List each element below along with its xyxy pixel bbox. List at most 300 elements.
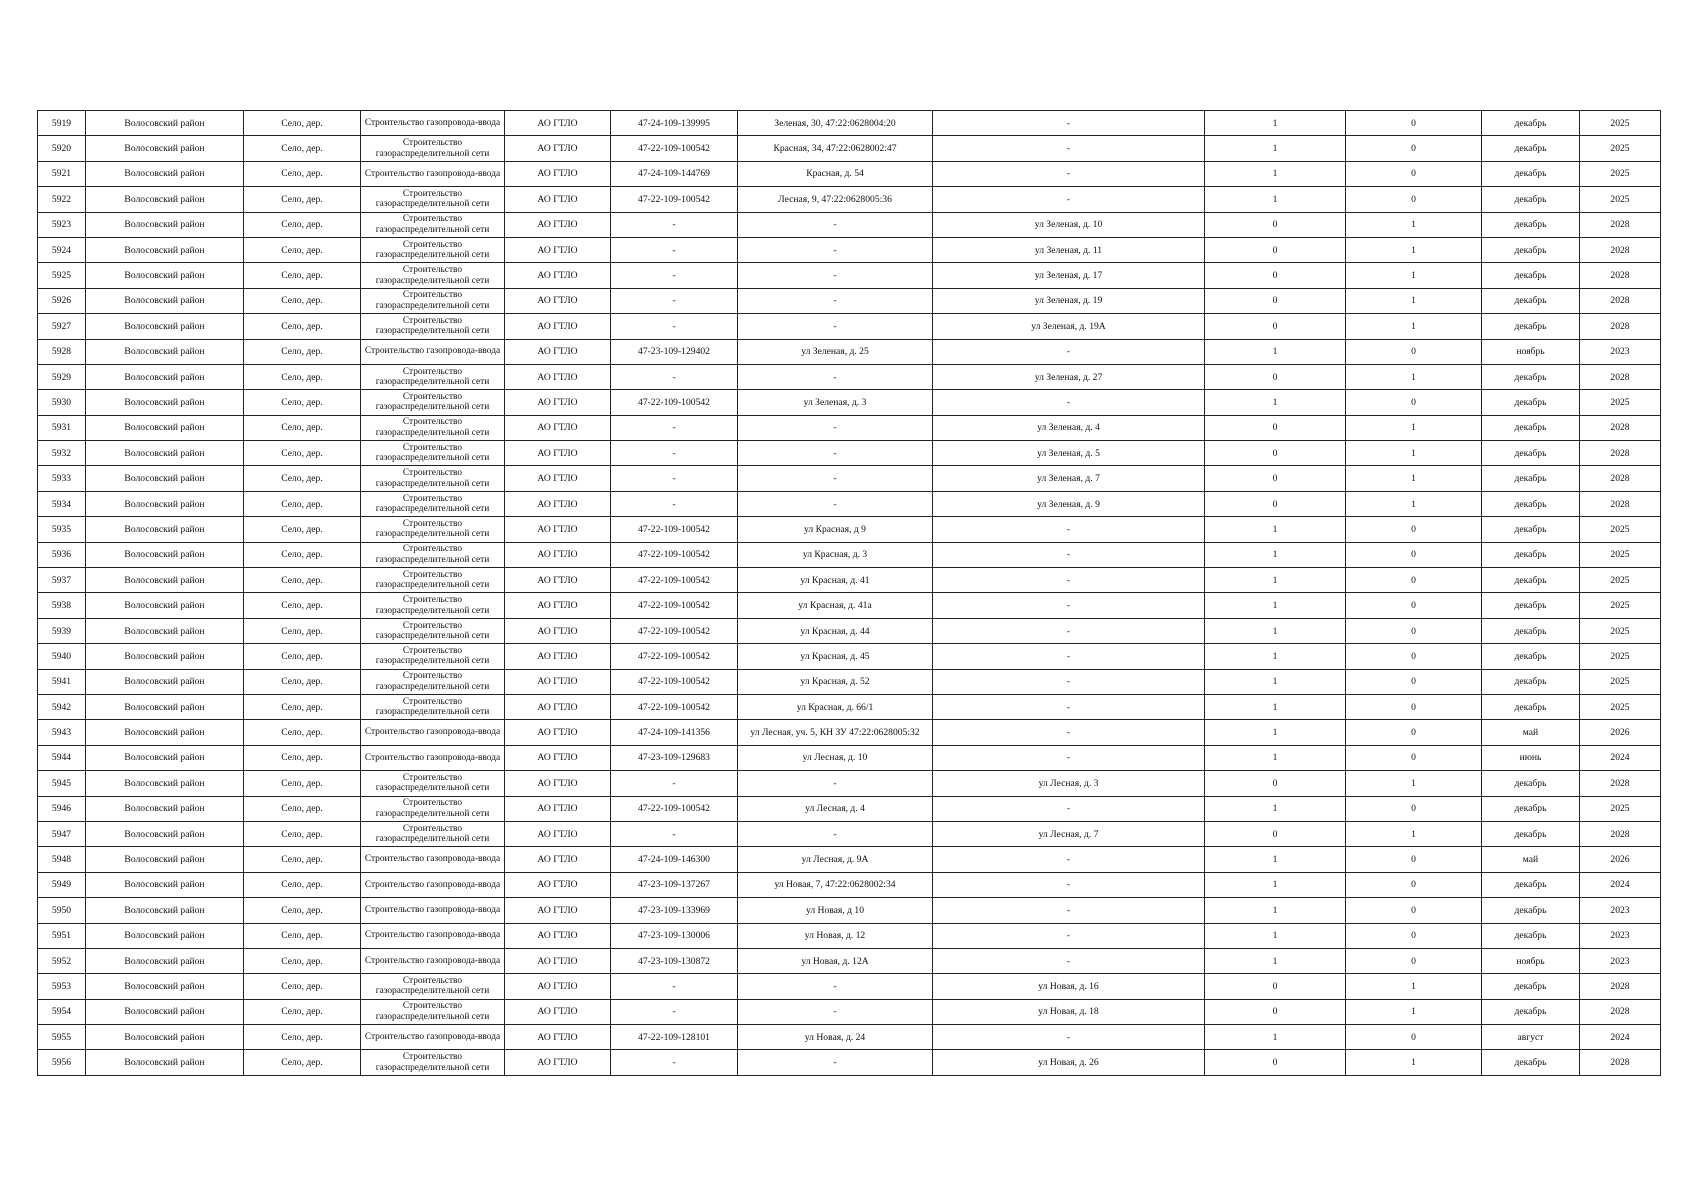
cell-planned-count: 0	[1346, 593, 1482, 618]
cell-settlement-type: Село, дер.	[244, 288, 361, 313]
cell-year: 2026	[1580, 847, 1661, 872]
cell-connected-count: 1	[1205, 745, 1346, 770]
cell-year: 2025	[1580, 796, 1661, 821]
cell-work-type: Строительство газораспределительной сети	[361, 618, 505, 643]
cell-contract-number: 47-22-109-100542	[611, 517, 738, 542]
cell-organization: АО ГТЛО	[505, 898, 611, 923]
cell-work-type: Строительство газораспределительной сети	[361, 390, 505, 415]
cell-settlement-type: Село, дер.	[244, 187, 361, 212]
cell-connection-address: Красная, 34, 47:22:0628002:47	[738, 136, 933, 161]
cell-connected-count: 0	[1205, 263, 1346, 288]
cell-connected-count: 0	[1205, 821, 1346, 846]
table-row	[38, 771, 1661, 796]
table-row	[38, 212, 1661, 237]
cell-district: Волосовский район	[86, 161, 244, 186]
cell-month: декабрь	[1482, 821, 1580, 846]
cell-settlement-type: Село, дер.	[244, 974, 361, 999]
cell-organization: АО ГТЛО	[505, 847, 611, 872]
cell-planned-address: -	[933, 136, 1205, 161]
cell-year: 2024	[1580, 745, 1661, 770]
cell-planned-address: -	[933, 187, 1205, 212]
cell-year: 2028	[1580, 263, 1661, 288]
table-row	[38, 466, 1661, 491]
cell-district: Волосовский район	[86, 999, 244, 1024]
cell-planned-count: 0	[1346, 517, 1482, 542]
cell-planned-address: -	[933, 111, 1205, 136]
cell-district: Волосовский район	[86, 720, 244, 745]
cell-connection-address: -	[738, 364, 933, 389]
cell-connected-count: 1	[1205, 111, 1346, 136]
cell-year: 2025	[1580, 161, 1661, 186]
cell-planned-address: ул Зеленая, д. 10	[933, 212, 1205, 237]
cell-planned-count: 0	[1346, 1025, 1482, 1050]
cell-row-number: 5924	[38, 237, 86, 262]
cell-contract-number: -	[611, 974, 738, 999]
cell-connected-count: 1	[1205, 923, 1346, 948]
cell-contract-number: 47-23-109-137267	[611, 872, 738, 897]
cell-connection-address: -	[738, 821, 933, 846]
cell-organization: АО ГТЛО	[505, 263, 611, 288]
table-row	[38, 187, 1661, 212]
cell-organization: АО ГТЛО	[505, 999, 611, 1024]
cell-planned-address: -	[933, 593, 1205, 618]
cell-year: 2028	[1580, 288, 1661, 313]
cell-year: 2028	[1580, 415, 1661, 440]
cell-district: Волосовский район	[86, 517, 244, 542]
cell-settlement-type: Село, дер.	[244, 390, 361, 415]
cell-district: Волосовский район	[86, 390, 244, 415]
cell-month: декабрь	[1482, 187, 1580, 212]
cell-connected-count: 0	[1205, 288, 1346, 313]
table-row	[38, 288, 1661, 313]
cell-planned-address: ул Новая, д. 16	[933, 974, 1205, 999]
table-row	[38, 923, 1661, 948]
table-row	[38, 796, 1661, 821]
cell-work-type: Строительство газораспределительной сети	[361, 771, 505, 796]
cell-planned-address: -	[933, 796, 1205, 821]
cell-planned-count: 0	[1346, 923, 1482, 948]
cell-planned-count: 0	[1346, 745, 1482, 770]
cell-organization: АО ГТЛО	[505, 872, 611, 897]
cell-work-type: Строительство газораспределительной сети	[361, 644, 505, 669]
cell-connected-count: 1	[1205, 872, 1346, 897]
cell-organization: АО ГТЛО	[505, 1025, 611, 1050]
cell-district: Волосовский район	[86, 568, 244, 593]
cell-organization: АО ГТЛО	[505, 694, 611, 719]
cell-district: Волосовский район	[86, 872, 244, 897]
cell-settlement-type: Село, дер.	[244, 491, 361, 516]
cell-planned-address: ул Зеленая, д. 27	[933, 364, 1205, 389]
cell-row-number: 5954	[38, 999, 86, 1024]
cell-planned-count: 1	[1346, 771, 1482, 796]
cell-planned-address: ул Зеленая, д. 19	[933, 288, 1205, 313]
cell-month: декабрь	[1482, 466, 1580, 491]
cell-settlement-type: Село, дер.	[244, 237, 361, 262]
cell-row-number: 5934	[38, 491, 86, 516]
cell-year: 2025	[1580, 517, 1661, 542]
cell-organization: АО ГТЛО	[505, 466, 611, 491]
cell-settlement-type: Село, дер.	[244, 111, 361, 136]
cell-planned-count: 0	[1346, 187, 1482, 212]
cell-contract-number: -	[611, 999, 738, 1024]
cell-month: май	[1482, 847, 1580, 872]
cell-work-type: Строительство газопровода-ввода	[361, 161, 505, 186]
cell-work-type: Строительство газораспределительной сети	[361, 491, 505, 516]
cell-year: 2024	[1580, 872, 1661, 897]
cell-planned-count: 0	[1346, 136, 1482, 161]
cell-settlement-type: Село, дер.	[244, 593, 361, 618]
cell-connection-address: ул Новая, д 10	[738, 898, 933, 923]
cell-organization: АО ГТЛО	[505, 644, 611, 669]
cell-organization: АО ГТЛО	[505, 796, 611, 821]
cell-contract-number: 47-22-109-100542	[611, 644, 738, 669]
cell-planned-count: 1	[1346, 1050, 1482, 1075]
cell-month: декабрь	[1482, 669, 1580, 694]
cell-work-type: Строительство газопровода-ввода	[361, 948, 505, 973]
cell-settlement-type: Село, дер.	[244, 466, 361, 491]
cell-settlement-type: Село, дер.	[244, 644, 361, 669]
cell-contract-number: 47-23-109-133969	[611, 898, 738, 923]
cell-district: Волосовский район	[86, 441, 244, 466]
table-row	[38, 111, 1661, 136]
cell-contract-number: -	[611, 314, 738, 339]
cell-settlement-type: Село, дер.	[244, 923, 361, 948]
cell-contract-number: -	[611, 212, 738, 237]
cell-row-number: 5945	[38, 771, 86, 796]
cell-settlement-type: Село, дер.	[244, 339, 361, 364]
cell-connection-address: -	[738, 237, 933, 262]
cell-year: 2023	[1580, 898, 1661, 923]
cell-settlement-type: Село, дер.	[244, 898, 361, 923]
cell-organization: АО ГТЛО	[505, 288, 611, 313]
cell-planned-address: -	[933, 847, 1205, 872]
cell-work-type: Строительство газораспределительной сети	[361, 415, 505, 440]
cell-planned-count: 0	[1346, 339, 1482, 364]
cell-month: декабрь	[1482, 898, 1580, 923]
cell-organization: АО ГТЛО	[505, 491, 611, 516]
cell-month: декабрь	[1482, 212, 1580, 237]
cell-year: 2025	[1580, 669, 1661, 694]
cell-month: декабрь	[1482, 136, 1580, 161]
cell-connection-address: ул Красная, д 9	[738, 517, 933, 542]
cell-planned-count: 1	[1346, 821, 1482, 846]
cell-month: ноябрь	[1482, 948, 1580, 973]
cell-month: декабрь	[1482, 364, 1580, 389]
table-row	[38, 847, 1661, 872]
cell-settlement-type: Село, дер.	[244, 694, 361, 719]
cell-work-type: Строительство газораспределительной сети	[361, 542, 505, 567]
cell-year: 2023	[1580, 948, 1661, 973]
cell-work-type: Строительство газораспределительной сети	[361, 593, 505, 618]
cell-planned-count: 0	[1346, 796, 1482, 821]
cell-connection-address: ул Лесная, д. 9А	[738, 847, 933, 872]
cell-organization: АО ГТЛО	[505, 618, 611, 643]
cell-contract-number: 47-22-109-100542	[611, 669, 738, 694]
cell-month: декабрь	[1482, 644, 1580, 669]
cell-work-type: Строительство газораспределительной сети	[361, 441, 505, 466]
cell-district: Волосовский район	[86, 948, 244, 973]
cell-work-type: Строительство газораспределительной сети	[361, 796, 505, 821]
cell-contract-number: -	[611, 771, 738, 796]
table-row	[38, 491, 1661, 516]
cell-row-number: 5941	[38, 669, 86, 694]
cell-contract-number: 47-23-109-130006	[611, 923, 738, 948]
cell-organization: АО ГТЛО	[505, 517, 611, 542]
cell-month: декабрь	[1482, 1050, 1580, 1075]
table-row	[38, 314, 1661, 339]
cell-month: декабрь	[1482, 263, 1580, 288]
cell-connection-address: -	[738, 1050, 933, 1075]
cell-year: 2025	[1580, 568, 1661, 593]
cell-planned-address: ул Зеленая, д. 7	[933, 466, 1205, 491]
cell-work-type: Строительство газораспределительной сети	[361, 821, 505, 846]
cell-contract-number: 47-23-109-130872	[611, 948, 738, 973]
cell-connection-address: ул Красная, д. 41а	[738, 593, 933, 618]
cell-planned-address: -	[933, 517, 1205, 542]
cell-planned-count: 1	[1346, 212, 1482, 237]
cell-organization: АО ГТЛО	[505, 161, 611, 186]
cell-work-type: Строительство газопровода-ввода	[361, 745, 505, 770]
cell-planned-address: -	[933, 872, 1205, 897]
cell-organization: АО ГТЛО	[505, 593, 611, 618]
table-row	[38, 618, 1661, 643]
gasification-table	[37, 110, 1661, 1076]
cell-planned-address: -	[933, 568, 1205, 593]
cell-contract-number: -	[611, 821, 738, 846]
cell-planned-count: 0	[1346, 847, 1482, 872]
cell-year: 2023	[1580, 923, 1661, 948]
table-row	[38, 237, 1661, 262]
cell-planned-count: 1	[1346, 263, 1482, 288]
cell-contract-number: -	[611, 263, 738, 288]
cell-year: 2025	[1580, 644, 1661, 669]
cell-connection-address: ул Красная, д. 52	[738, 669, 933, 694]
cell-row-number: 5921	[38, 161, 86, 186]
cell-connection-address: ул Новая, д. 12	[738, 923, 933, 948]
cell-work-type: Строительство газораспределительной сети	[361, 999, 505, 1024]
table-row	[38, 441, 1661, 466]
cell-row-number: 5950	[38, 898, 86, 923]
cell-contract-number: 47-24-109-139995	[611, 111, 738, 136]
cell-organization: АО ГТЛО	[505, 821, 611, 846]
table-row	[38, 161, 1661, 186]
cell-year: 2028	[1580, 212, 1661, 237]
cell-connection-address: -	[738, 441, 933, 466]
cell-settlement-type: Село, дер.	[244, 872, 361, 897]
cell-planned-address: -	[933, 390, 1205, 415]
cell-organization: АО ГТЛО	[505, 669, 611, 694]
cell-planned-address: -	[933, 745, 1205, 770]
cell-planned-address: ул Новая, д. 26	[933, 1050, 1205, 1075]
cell-district: Волосовский район	[86, 1050, 244, 1075]
cell-connection-address: ул Новая, д. 24	[738, 1025, 933, 1050]
cell-connection-address: ул Лесная, д. 4	[738, 796, 933, 821]
cell-district: Волосовский район	[86, 771, 244, 796]
cell-contract-number: 47-23-109-129402	[611, 339, 738, 364]
cell-row-number: 5938	[38, 593, 86, 618]
cell-planned-count: 0	[1346, 542, 1482, 567]
cell-settlement-type: Село, дер.	[244, 517, 361, 542]
cell-organization: АО ГТЛО	[505, 1050, 611, 1075]
table-body	[38, 111, 1661, 1076]
cell-connected-count: 0	[1205, 441, 1346, 466]
cell-month: август	[1482, 1025, 1580, 1050]
cell-district: Волосовский район	[86, 187, 244, 212]
cell-district: Волосовский район	[86, 542, 244, 567]
cell-year: 2028	[1580, 314, 1661, 339]
cell-contract-number: 47-22-109-100542	[611, 694, 738, 719]
cell-settlement-type: Село, дер.	[244, 415, 361, 440]
cell-planned-count: 0	[1346, 948, 1482, 973]
cell-connection-address: -	[738, 974, 933, 999]
cell-row-number: 5956	[38, 1050, 86, 1075]
cell-work-type: Строительство газораспределительной сети	[361, 263, 505, 288]
cell-work-type: Строительство газораспределительной сети	[361, 237, 505, 262]
cell-connected-count: 0	[1205, 314, 1346, 339]
cell-settlement-type: Село, дер.	[244, 263, 361, 288]
cell-district: Волосовский район	[86, 694, 244, 719]
cell-month: декабрь	[1482, 237, 1580, 262]
cell-connection-address: ул Лесная, уч. 5, КН ЗУ 47:22:0628005:32	[738, 720, 933, 745]
cell-planned-address: -	[933, 923, 1205, 948]
cell-work-type: Строительство газораспределительной сети	[361, 669, 505, 694]
cell-district: Волосовский район	[86, 491, 244, 516]
cell-connection-address: ул Красная, д. 66/1	[738, 694, 933, 719]
table-row	[38, 136, 1661, 161]
cell-year: 2028	[1580, 364, 1661, 389]
cell-year: 2028	[1580, 999, 1661, 1024]
cell-month: декабрь	[1482, 618, 1580, 643]
cell-year: 2028	[1580, 237, 1661, 262]
cell-organization: АО ГТЛО	[505, 720, 611, 745]
cell-connection-address: ул Красная, д. 45	[738, 644, 933, 669]
cell-planned-address: -	[933, 618, 1205, 643]
cell-row-number: 5923	[38, 212, 86, 237]
cell-connection-address: ул Зеленая, д. 3	[738, 390, 933, 415]
cell-row-number: 5947	[38, 821, 86, 846]
cell-organization: АО ГТЛО	[505, 568, 611, 593]
cell-planned-address: -	[933, 339, 1205, 364]
cell-contract-number: -	[611, 466, 738, 491]
cell-row-number: 5944	[38, 745, 86, 770]
cell-district: Волосовский район	[86, 415, 244, 440]
cell-contract-number: 47-22-109-100542	[611, 187, 738, 212]
cell-settlement-type: Село, дер.	[244, 161, 361, 186]
cell-connected-count: 0	[1205, 491, 1346, 516]
cell-district: Волосовский район	[86, 364, 244, 389]
cell-work-type: Строительство газораспределительной сети	[361, 694, 505, 719]
cell-organization: АО ГТЛО	[505, 364, 611, 389]
cell-connected-count: 0	[1205, 999, 1346, 1024]
table-row	[38, 720, 1661, 745]
cell-connected-count: 1	[1205, 694, 1346, 719]
cell-planned-address: ул Зеленая, д. 11	[933, 237, 1205, 262]
cell-year: 2025	[1580, 111, 1661, 136]
cell-connection-address: ул Новая, 7, 47:22:0628002:34	[738, 872, 933, 897]
table-row	[38, 263, 1661, 288]
cell-row-number: 5951	[38, 923, 86, 948]
table-row	[38, 517, 1661, 542]
cell-row-number: 5919	[38, 111, 86, 136]
cell-organization: АО ГТЛО	[505, 923, 611, 948]
cell-row-number: 5936	[38, 542, 86, 567]
cell-settlement-type: Село, дер.	[244, 212, 361, 237]
cell-planned-address: ул Новая, д. 18	[933, 999, 1205, 1024]
cell-work-type: Строительство газопровода-ввода	[361, 847, 505, 872]
cell-row-number: 5943	[38, 720, 86, 745]
cell-connection-address: ул Зеленая, д. 25	[738, 339, 933, 364]
cell-planned-count: 0	[1346, 898, 1482, 923]
cell-connected-count: 0	[1205, 466, 1346, 491]
cell-work-type: Строительство газораспределительной сети	[361, 314, 505, 339]
cell-work-type: Строительство газопровода-ввода	[361, 872, 505, 897]
cell-month: декабрь	[1482, 771, 1580, 796]
cell-planned-count: 0	[1346, 872, 1482, 897]
cell-year: 2028	[1580, 441, 1661, 466]
cell-contract-number: 47-22-109-128101	[611, 1025, 738, 1050]
cell-connected-count: 1	[1205, 517, 1346, 542]
cell-district: Волосовский район	[86, 237, 244, 262]
cell-year: 2025	[1580, 187, 1661, 212]
cell-connection-address: -	[738, 415, 933, 440]
cell-district: Волосовский район	[86, 314, 244, 339]
cell-work-type: Строительство газораспределительной сети	[361, 1050, 505, 1075]
cell-month: декабрь	[1482, 568, 1580, 593]
cell-contract-number: 47-22-109-100542	[611, 390, 738, 415]
cell-planned-address: -	[933, 542, 1205, 567]
table-row	[38, 974, 1661, 999]
cell-month: декабрь	[1482, 517, 1580, 542]
cell-planned-count: 1	[1346, 974, 1482, 999]
cell-row-number: 5952	[38, 948, 86, 973]
table-row	[38, 745, 1661, 770]
cell-connected-count: 0	[1205, 364, 1346, 389]
cell-work-type: Строительство газораспределительной сети	[361, 364, 505, 389]
cell-district: Волосовский район	[86, 212, 244, 237]
cell-connected-count: 1	[1205, 339, 1346, 364]
cell-organization: АО ГТЛО	[505, 390, 611, 415]
cell-year: 2025	[1580, 542, 1661, 567]
table-row	[38, 821, 1661, 846]
cell-district: Волосовский район	[86, 339, 244, 364]
cell-connection-address: -	[738, 999, 933, 1024]
cell-connected-count: 1	[1205, 1025, 1346, 1050]
table-row	[38, 542, 1661, 567]
table-row	[38, 593, 1661, 618]
cell-organization: АО ГТЛО	[505, 237, 611, 262]
cell-district: Волосовский район	[86, 745, 244, 770]
cell-settlement-type: Село, дер.	[244, 669, 361, 694]
cell-connection-address: Красная, д. 54	[738, 161, 933, 186]
cell-row-number: 5931	[38, 415, 86, 440]
cell-work-type: Строительство газораспределительной сети	[361, 517, 505, 542]
cell-month: декабрь	[1482, 923, 1580, 948]
cell-month: декабрь	[1482, 872, 1580, 897]
cell-contract-number: 47-23-109-129683	[611, 745, 738, 770]
cell-row-number: 5929	[38, 364, 86, 389]
cell-planned-address: ул Зеленая, д. 19А	[933, 314, 1205, 339]
cell-connected-count: 0	[1205, 415, 1346, 440]
cell-planned-count: 1	[1346, 466, 1482, 491]
cell-work-type: Строительство газопровода-ввода	[361, 1025, 505, 1050]
cell-month: декабрь	[1482, 694, 1580, 719]
cell-contract-number: -	[611, 491, 738, 516]
cell-settlement-type: Село, дер.	[244, 1050, 361, 1075]
cell-planned-address: -	[933, 669, 1205, 694]
cell-organization: АО ГТЛО	[505, 415, 611, 440]
table-row	[38, 872, 1661, 897]
cell-year: 2025	[1580, 694, 1661, 719]
